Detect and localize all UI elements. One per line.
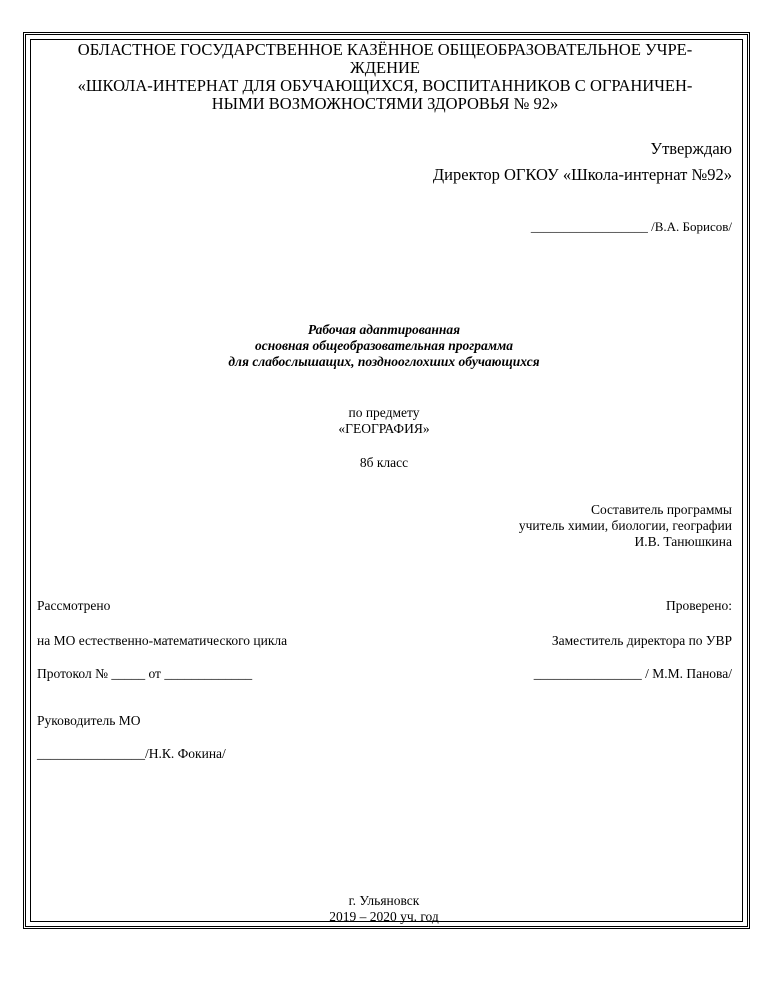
director-signature: __________________ /В.А. Борисов/ <box>530 219 732 234</box>
composer-name: И.В. Танюшкина <box>634 534 732 549</box>
subject-block <box>0 405 768 437</box>
org-line-4: НЫМИ ВОЗМОЖНОСТЯМИ ЗДОРОВЬЯ № 92» <box>211 94 559 113</box>
mo-head-signature: ________________/Н.К. Фокина/ <box>37 746 226 761</box>
footer <box>0 893 768 925</box>
approval-position: Директор ОГКОУ «Школа-интернат №92» <box>432 165 732 184</box>
organization-header <box>30 41 740 113</box>
org-line-1: ОБЛАСТНОЕ ГОСУДАРСТВЕННОЕ КАЗЁННОЕ ОБЩЕОБРАЗОВАТЕЛЬНОЕ УЧРЕ- <box>77 40 693 59</box>
program-title <box>0 322 768 370</box>
program-title-line-3: для слабослышащих, позднооглохших обучающихся <box>228 354 540 369</box>
grade-label: 8б класс <box>359 455 409 470</box>
composer-label: Составитель программы <box>590 502 732 517</box>
subject-name: «ГЕОГРАФИЯ» <box>338 421 430 436</box>
mo-head-label: Руководитель МО <box>37 713 141 728</box>
deputy-label: Заместитель директора по УВР <box>551 633 732 648</box>
composer-role: учитель химии, биологии, географии <box>518 518 732 533</box>
subject-prefix: по предмету <box>348 405 420 420</box>
approval-label: Утверждаю <box>650 139 732 158</box>
checked-label: Проверено: <box>665 598 732 613</box>
org-line-2: ЖДЕНИЕ <box>349 58 421 77</box>
program-title-line-2: основная общеобразовательная программа <box>254 338 514 353</box>
org-line-3: «ШКОЛА-ИНТЕРНАТ ДЛЯ ОБУЧАЮЩИХСЯ, ВОСПИТАННИКОВ С ОГРАНИЧЕН- <box>77 76 693 95</box>
mo-label: на МО естественно-математического цикла <box>37 633 288 648</box>
protocol-line: Протокол № _____ от _____________ <box>37 666 253 681</box>
academic-year: 2019 – 2020 уч. год <box>329 909 439 924</box>
city-label: г. Ульяновск <box>348 893 420 908</box>
considered-label: Рассмотрено <box>37 598 111 613</box>
program-title-line-1: Рабочая адаптированная <box>307 322 461 337</box>
deputy-signature: ________________ / М.М. Панова/ <box>533 666 732 681</box>
composer-block <box>519 502 732 550</box>
